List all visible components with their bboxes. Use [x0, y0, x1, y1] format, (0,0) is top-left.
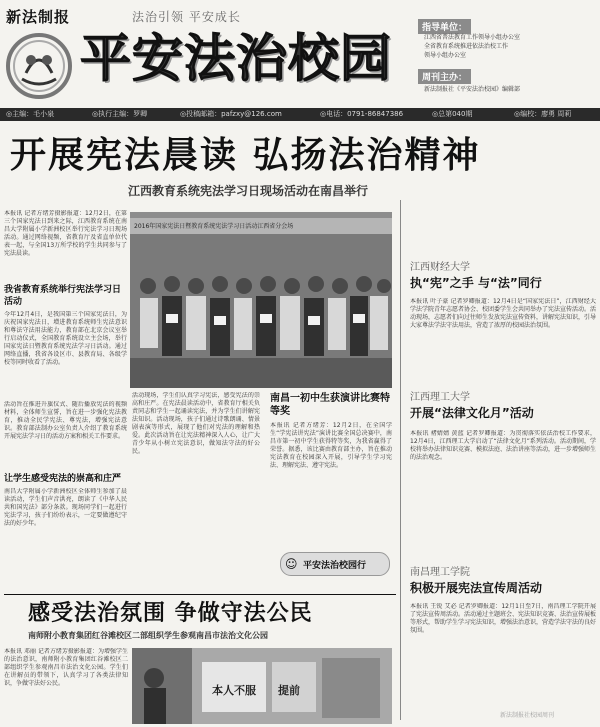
- column-3-title: 南昌一初中生获演讲比赛特等奖: [270, 393, 390, 417]
- badge-text: 平安法治校园行: [303, 561, 367, 571]
- watermark: 新法制报社校园周刊: [500, 712, 555, 719]
- column-divider: [400, 200, 401, 720]
- sponsor-label: 周刊主办：: [418, 69, 471, 84]
- bottom-article-text: 本报讯 邓丽 记者方绪芳摄影报道：为增强学生的法治意识，南师附小教育集团红谷滩校区二部组织学生参观南昌市法治文化公园。学生们在讲解员的带领下，认真学习了各类法律知识，争做守法好公民。: [4, 648, 128, 687]
- article-title: 执“宪”之手 与“法”同行: [410, 276, 542, 290]
- organizer-line: 全省教育系统推进依法治校工作: [424, 43, 509, 50]
- right-article-1: [410, 258, 596, 368]
- proofreaders: ◎编校：廖勇 周莉: [514, 110, 572, 118]
- bottom-headline: 感受法治氛围 争做守法公民: [28, 601, 313, 626]
- section-title: 平安法治校园: [80, 29, 393, 89]
- info-bar: [0, 108, 600, 121]
- organizers-list: [424, 33, 596, 60]
- bottom-rule: [4, 594, 396, 595]
- masthead-slogan: 法治引领 平安成长: [132, 10, 241, 24]
- article-body: 本报讯 王锐 艾必 记者罗卿报道：12月1日至7日，南昌理工学院开展了宪法宣传周活动。活动通过主题班会、宪法知识竞赛、法治宣传展板等形式，帮助学生学习宪法知识，增强法治意识，营造学法守法的良好氛围。: [410, 603, 596, 634]
- article-subhead: 让学生感受宪法的崇高和庄严: [4, 474, 122, 484]
- school-logo-icon: [6, 33, 72, 99]
- park-visit-illustration: [132, 648, 392, 724]
- photo-sign-text: 本人不服: [212, 684, 256, 697]
- photo-sign-text: 提前: [278, 684, 300, 697]
- bottom-subheadline: 南师附小教育集团红谷滩校区二部组织学生参观南昌市法治文化公园: [28, 631, 268, 640]
- article-title: 开展“法律文化月”活动: [410, 406, 534, 420]
- main-photo: [130, 212, 392, 388]
- right-article-2: [410, 388, 596, 548]
- issue-number: ◎总第040期: [432, 110, 473, 118]
- main-left-column: [4, 210, 127, 590]
- students-illustration: [130, 234, 392, 388]
- article-body: 本报讯 褚婧婧 黄蓝 记者罗卿报道：为贯彻落实依法治校工作要求，12月4日，江西理工大学启动了“法律文化月”系列活动。活动期间，学校将举办法律知识竞赛、模拟法庭、法治讲座等活动，进一步增强师生的法治观念。: [410, 430, 596, 461]
- masthead: [0, 0, 600, 110]
- article-subhead: 我省教育系统举行宪法学习日活动: [4, 285, 122, 307]
- phone: ◎电话：0791-86847386: [320, 110, 404, 118]
- paper-name: 新法制报: [6, 8, 71, 26]
- article-kicker: 南昌理工学院: [410, 567, 470, 578]
- campus-badge: [280, 552, 390, 576]
- email: ◎投稿邮箱：pafzxy@126.com: [180, 110, 282, 118]
- article-byline: 本报讯 记者方绪芳摄影报道：12月2日，在第三个国家宪法日到来之际，江西教育系统在南昌大学附属小学新洲校区举行宪法学习日现场活动。通过网络视频，省教育厅及省直单位代表一起，与全国13万所学校的学生共同参与了宪法晨读。: [4, 210, 127, 257]
- main-headline: 开展宪法晨读 弘扬法治精神: [10, 135, 481, 176]
- article-body: 本报讯 叶子豪 记者罗卿报道：12月4日是“国家宪法日”，江西财经大学法学院青年志愿者协会、校团委学生会共同举办了宪法宣传活动。活动现场，志愿者们向过往师生发放宪法宣传资料，讲解宪法知识，引导大家尊法学法守法用法，营造了浓厚的校园法治氛围。: [410, 298, 596, 329]
- organizer-line: 江西省普法教育工作领导小组办公室: [424, 34, 521, 41]
- organizers-label: 指导单位：: [418, 19, 471, 34]
- article-paragraph: 今年12月4日，是我国第三个国家宪法日，为庆祝国家宪法日，增进教育系统师生宪法意识和尊法守法用法能力，教育部在北京会议室举行启动仪式，全国教育系统设立主会场，举行国家宪法日暨教育系统宪法学习日活动。通过网络直播，我省各设区市、县教育局、各级学校等同时收看了活动。: [4, 311, 127, 366]
- photo-banner-text: 2016年国家宪法日暨教育系统宪法学习日活动江西省分会场: [134, 223, 294, 230]
- badge-icon: ☺: [285, 557, 298, 571]
- sponsor-text: 新法制报社《平安法治校园》编辑部: [424, 86, 521, 93]
- organizer-line: 领导小组办公室: [424, 52, 467, 59]
- bottom-photo: [132, 648, 392, 724]
- article-title: 积极开展宪法宣传周活动: [410, 581, 543, 595]
- main-column-3: 本报讯 记者方绪芳：12月2日，在全国学生“学宪法讲宪法”演讲比赛全国总决赛中，南昌市第一初中学生获得特等奖，为我省赢得了荣誉。据悉，该比赛由教育部主办，旨在推动宪法教育在校园深入开展，引导学生学习宪法、理解宪法、遵守宪法。: [270, 422, 392, 469]
- article-kicker: 江西财经大学: [410, 262, 470, 273]
- chief-editor: ◎主编：毛小泉: [6, 110, 55, 118]
- article-paragraph: 活动旨在推进升旗仪式、随后播放宪法的视频材料，全体师生宣誓，旨在进一步强化宪法教育，推动全民学宪法、尊宪法，增强宪法意识。教育部法制办公室负责人介绍了教育系统开展宪法学习日的活动方案和相关工作要求。: [4, 401, 127, 440]
- exec-editor: ◎执行主编：罗卿: [92, 110, 148, 118]
- main-subheadline: 江西教育系统宪法学习日现场活动在南昌举行: [128, 184, 369, 198]
- article-kicker: 江西理工大学: [410, 392, 470, 403]
- right-article-3: [410, 563, 596, 713]
- article-paragraph: 南昌大学附属小学新洲校区全体师生参加了晨读活动，学生们声音洪亮，朗读了《中华人民共和国宪法》部分条款。现场同学们一起进行宪法学习，孩子们纷纷表示，一定要做遵纪守法的好少年。: [4, 488, 127, 527]
- main-column-2: 活动现场，学生们认真学习宪法，感受宪法的崇高和庄严。在宪法晨读活动中，省教育厅相关负责同志和学生一起诵读宪法，并为学生们讲解宪法知识。活动现场，孩子们通过诗歌朗诵、情景剧表演等形式，展现了他们对宪法的理解和热爱。此次活动旨在让宪法精神深入人心，让广大青少年从小树立宪法意识，做知法守法的好公民。: [132, 392, 260, 455]
